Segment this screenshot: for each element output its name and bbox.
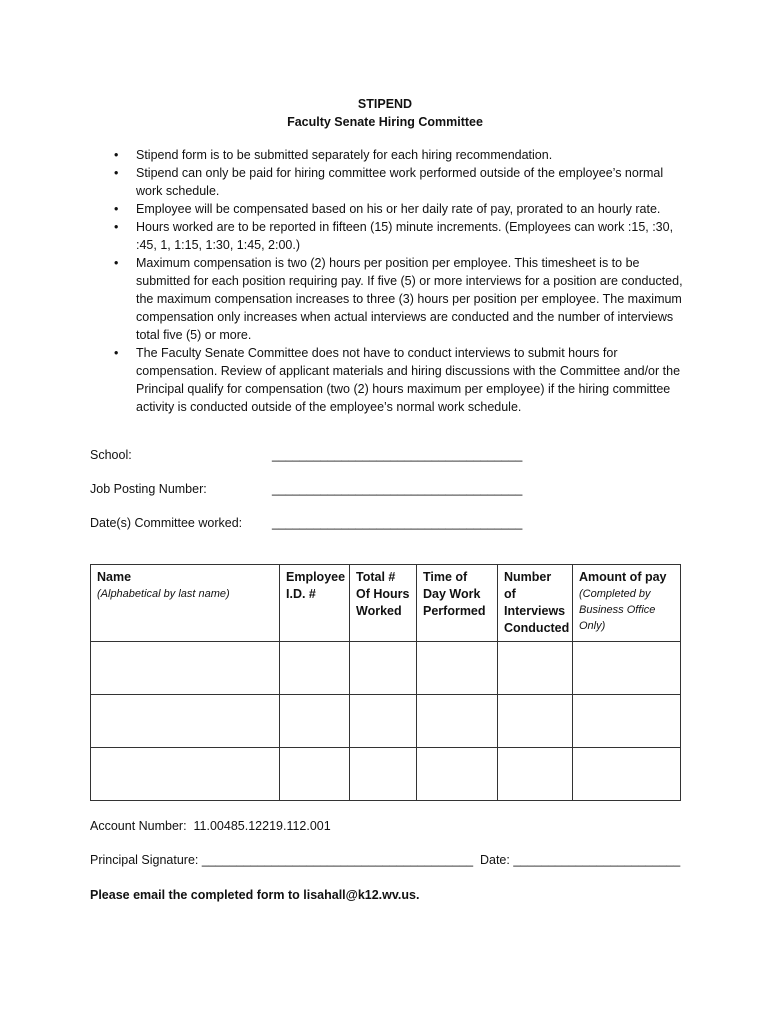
col-header-total-hours: Total # Of Hours Worked bbox=[350, 565, 417, 642]
job-posting-label: Job Posting Number: bbox=[90, 482, 207, 496]
table-cell[interactable] bbox=[573, 748, 681, 801]
job-posting-field[interactable] bbox=[90, 480, 530, 498]
signature-blank[interactable]: _______________________________________ bbox=[201, 853, 474, 867]
school-blank[interactable]: ____________________________________ bbox=[272, 448, 523, 462]
account-label: Account Number: bbox=[90, 819, 187, 833]
instruction-item: • Maximum compensation is two (2) hours per position per employee. This timesheet is to be submitted for each position requiring pay. If five (5) or more interviews for a position are conducted, the maximum compensation increases to three (3) hours per position per employee. The maximum compensation only increases when actual interviews are conducted and the number of interviews total five (5) or more. bbox=[110, 254, 690, 344]
table-row bbox=[91, 695, 681, 748]
table-cell[interactable] bbox=[573, 695, 681, 748]
table-cell[interactable] bbox=[350, 642, 417, 695]
date-label: Date: bbox=[479, 853, 510, 867]
form-title-block bbox=[0, 95, 770, 131]
dates-worked-label: Date(s) Committee worked: bbox=[90, 516, 243, 530]
account-number bbox=[90, 817, 331, 835]
school-label: School: bbox=[90, 448, 132, 462]
email-instruction: Please email the completed form to lisahall@k12.wv.us. bbox=[90, 888, 420, 902]
instruction-item: • Stipend can only be paid for hiring committee work performed outside of the employee’s normal work schedule. bbox=[110, 164, 690, 200]
table-cell[interactable] bbox=[417, 748, 498, 801]
table-header-row bbox=[91, 565, 681, 642]
date-blank[interactable]: ________________________ bbox=[513, 853, 681, 867]
table-cell[interactable] bbox=[280, 748, 350, 801]
dates-worked-field[interactable] bbox=[90, 514, 530, 532]
signature-label: Principal Signature: bbox=[90, 853, 199, 867]
table-cell[interactable] bbox=[498, 748, 573, 801]
table-cell[interactable] bbox=[498, 642, 573, 695]
form-subtitle: Faculty Senate Hiring Committee bbox=[287, 115, 483, 129]
instruction-item: • Hours worked are to be reported in fifteen (15) minute increments. (Employees can work :15, :30, :45, 1, 1:15, 1:30, 1:45, 2:00.) bbox=[110, 218, 690, 254]
col-subheader-name: (Alphabetical by last name) bbox=[97, 588, 230, 600]
table-cell[interactable] bbox=[91, 695, 280, 748]
table-cell[interactable] bbox=[573, 642, 681, 695]
form-title: STIPEND bbox=[357, 97, 413, 111]
col-header-employee-id: Employee I.D. # bbox=[280, 565, 350, 642]
table-cell[interactable] bbox=[417, 695, 498, 748]
table-cell[interactable] bbox=[498, 695, 573, 748]
job-posting-blank[interactable]: ____________________________________ bbox=[272, 482, 523, 496]
instruction-item: • Employee will be compensated based on his or her daily rate of pay, prorated to an hourly rate. bbox=[110, 200, 690, 218]
col-header-name: Name (Alphabetical by last name) bbox=[91, 565, 280, 642]
account-value: 11.00485.12219.112.001 bbox=[193, 819, 331, 833]
col-header-interviews: Number of Interviews Conducted bbox=[498, 565, 573, 642]
table-row bbox=[91, 642, 681, 695]
col-subheader-amount: (Completed by Business Office Only) bbox=[579, 588, 656, 632]
table-cell[interactable] bbox=[280, 695, 350, 748]
instruction-item: • The Faculty Senate Committee does not have to conduct interviews to submit hours for compensation. Review of applicant materials and hiring discussions with the Committee and/or the Principal qualify for compensation (two (2) hours maximum per employee) if the hiring committee activity is conducted outside of the employee’s normal work schedule. bbox=[110, 344, 690, 416]
table-cell[interactable] bbox=[91, 642, 280, 695]
instruction-item: • Stipend form is to be submitted separately for each hiring recommendation. bbox=[110, 146, 690, 164]
col-header-time-of-day: Time of Day Work Performed bbox=[417, 565, 498, 642]
instructions-list bbox=[110, 146, 690, 416]
table-cell[interactable] bbox=[350, 748, 417, 801]
table-cell[interactable] bbox=[350, 695, 417, 748]
table-cell[interactable] bbox=[417, 642, 498, 695]
signature-row bbox=[90, 851, 680, 869]
col-header-amount-of-pay: Amount of pay (Completed by Business Office Only) bbox=[573, 565, 681, 642]
table-row bbox=[91, 748, 681, 801]
committee-table bbox=[90, 564, 681, 801]
school-field[interactable] bbox=[90, 446, 530, 464]
table-cell[interactable] bbox=[280, 642, 350, 695]
table-cell[interactable] bbox=[91, 748, 280, 801]
dates-worked-blank[interactable]: ____________________________________ bbox=[272, 516, 523, 530]
